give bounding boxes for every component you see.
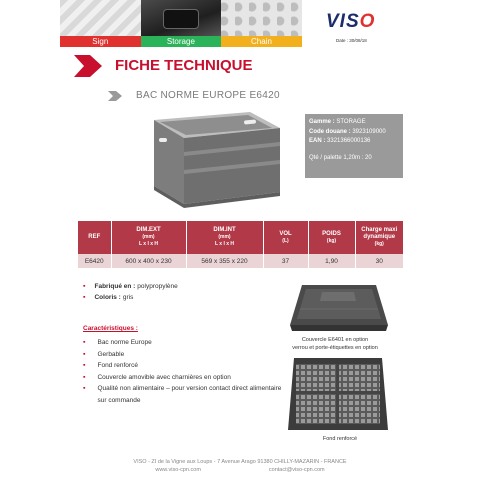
lid-image bbox=[288, 283, 388, 333]
list-item: ▪ Qualité non alimentaire – pour version contact direct alimentaire sur commande bbox=[83, 383, 283, 406]
characteristics-title: Caractéristiques : bbox=[83, 325, 138, 332]
sign-category-image bbox=[60, 0, 141, 36]
product-name: BAC NORME EUROPE E6420 bbox=[136, 90, 280, 101]
footer bbox=[0, 458, 480, 474]
cell-vol: 37 bbox=[263, 254, 308, 268]
list-item: ▪ Couvercle amovible avec charnières en option bbox=[83, 372, 283, 384]
header-poids: POIDS (kg) bbox=[308, 221, 355, 254]
footer-email-link[interactable]: contact@viso-cpn.com bbox=[268, 467, 325, 473]
header-charge: Charge maxi dynamique (kg) bbox=[355, 221, 403, 254]
lid-caption: Couvercle E6401 en option verrou et porte-étiquettes en option bbox=[292, 337, 378, 351]
product-info-box bbox=[305, 114, 403, 178]
list-item: ▪ Bac norme Europe bbox=[83, 337, 283, 349]
spec-table-header bbox=[78, 221, 403, 254]
header-ref: REF bbox=[78, 221, 111, 254]
gamme-value: STORAGE bbox=[336, 119, 366, 125]
list-item: ▪ Fond renforcé bbox=[83, 360, 283, 372]
storage-category-image bbox=[141, 0, 222, 36]
logo-prefix: VIS bbox=[326, 11, 360, 32]
list-item: ▪ Fabriqué en : polypropylène bbox=[83, 281, 178, 292]
chain-category-image bbox=[221, 0, 302, 36]
spec-table bbox=[78, 221, 403, 268]
cell-ref: E6420 bbox=[78, 254, 111, 268]
page-title: FICHE TECHNIQUE bbox=[115, 57, 253, 74]
footer-website-link[interactable]: www.viso-cpn.com bbox=[155, 467, 201, 473]
palette-quantity: Qté / palette 1,20m : 20 bbox=[309, 154, 372, 161]
bottom-caption: Fond renforcé bbox=[322, 436, 358, 442]
subtitle-arrow-icon bbox=[108, 91, 122, 101]
materials-list bbox=[83, 281, 178, 303]
table-row bbox=[78, 254, 403, 268]
header-dim-ext: DIM.EXT (mm) L x l x H bbox=[111, 221, 186, 254]
storage-case-shape bbox=[163, 9, 199, 29]
tab-sign: Sign bbox=[60, 36, 141, 47]
logo-accent: O bbox=[359, 11, 376, 32]
tab-storage: Storage bbox=[141, 36, 222, 47]
cell-poids: 1,90 bbox=[308, 254, 355, 268]
category-tabs bbox=[60, 36, 302, 47]
header-dim-int: DIM.INT (mm) L x l x H bbox=[186, 221, 263, 254]
gamme-label: Gamme : bbox=[309, 119, 335, 125]
characteristics-list bbox=[83, 337, 283, 406]
douane-label: Code douane : bbox=[309, 128, 351, 135]
cell-charge: 30 bbox=[355, 254, 403, 268]
category-banner bbox=[60, 0, 302, 47]
list-item: ▪ Coloris : gris bbox=[83, 292, 178, 303]
crate-image bbox=[132, 108, 282, 208]
title-arrow-icon bbox=[74, 55, 102, 77]
footer-address: VISO - ZI de la Vigne aux Loups - 7 Avenue Arago 91380 CHILLY-MAZARIN - FRANCE bbox=[133, 459, 347, 465]
viso-logo bbox=[326, 11, 375, 33]
ean-label: EAN : bbox=[309, 138, 326, 144]
ean-value: 3321366000136 bbox=[327, 138, 371, 144]
cell-dim-int: 569 x 355 x 220 bbox=[186, 254, 263, 268]
cell-dim-ext: 600 x 400 x 230 bbox=[111, 254, 186, 268]
header-vol: VOL (L) bbox=[263, 221, 308, 254]
document-date: Date : 30/08/18 bbox=[336, 38, 367, 43]
reinforced-bottom-image bbox=[288, 358, 388, 430]
list-item: ▪ Gerbable bbox=[83, 349, 283, 361]
tab-chain: Chain bbox=[221, 36, 302, 47]
douane-value: 3923109000 bbox=[352, 128, 386, 135]
